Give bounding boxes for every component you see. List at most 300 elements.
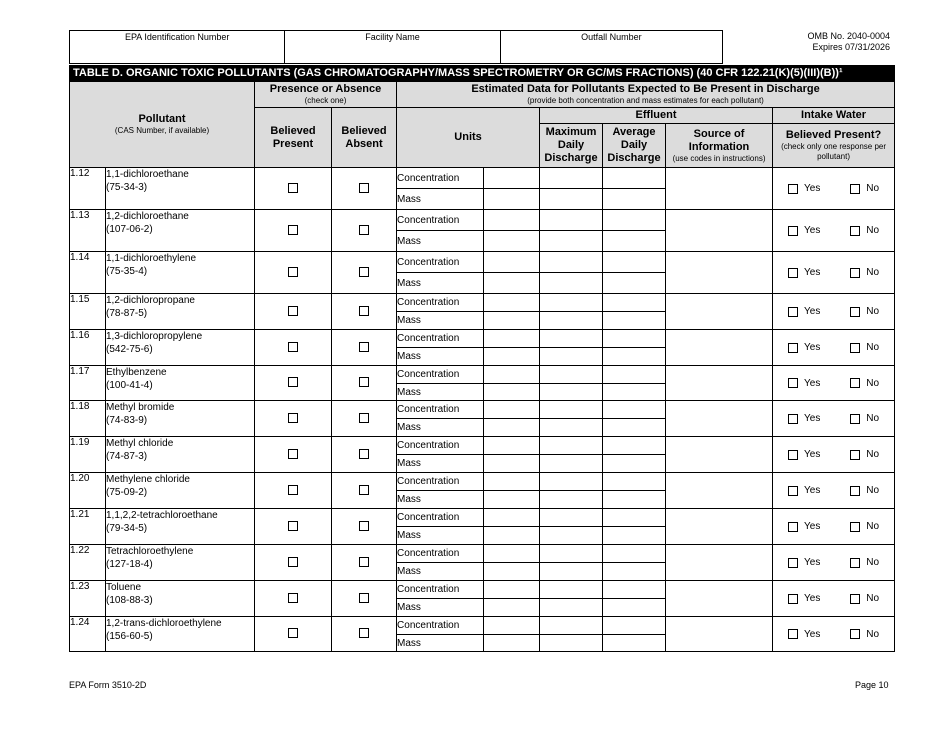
no-checkbox[interactable] (850, 450, 860, 460)
no-option[interactable] (850, 629, 879, 640)
believed-absent-cell (332, 366, 397, 401)
avg-daily-concentration-input[interactable] (603, 330, 666, 348)
no-checkbox[interactable] (850, 594, 860, 604)
pollutant-name-text: Ethylbenzene (106, 367, 167, 378)
yes-label: Yes (804, 183, 821, 194)
yes-option[interactable] (788, 593, 820, 604)
believed-absent-checkbox[interactable] (359, 306, 369, 316)
source-input[interactable] (666, 617, 773, 652)
pollutant-name (106, 545, 255, 581)
no-checkbox[interactable] (850, 558, 860, 568)
max-daily-mass-input[interactable] (540, 563, 603, 581)
yes-checkbox[interactable] (788, 226, 798, 236)
no-label: No (866, 521, 880, 532)
table-title: TABLE D. ORGANIC TOXIC POLLUTANTS (GAS CHROMATOGRAPHY/MASS SPECTROMETRY OR GC/MS FRACTIONS) (40 CFR 122.21(K)(5)(III)(B))¹ (69, 65, 895, 81)
max-daily-mass-input[interactable] (540, 231, 603, 252)
max-daily-concentration-input[interactable] (540, 473, 603, 491)
pollutant-cas: (127-18-4) (106, 559, 153, 570)
max-daily-concentration-input[interactable] (540, 401, 603, 419)
source-input[interactable] (666, 545, 773, 581)
no-checkbox[interactable] (850, 486, 860, 496)
intake-cell (773, 330, 895, 366)
max-daily-concentration-input[interactable] (540, 437, 603, 455)
expiration-date: Expires 07/31/2026 (812, 42, 890, 52)
pollutant-name-text: Methyl chloride (106, 438, 174, 449)
source-input[interactable] (666, 437, 773, 473)
believed-present-checkbox[interactable] (288, 377, 298, 387)
source-input[interactable] (666, 252, 773, 294)
concentration-units-input[interactable] (484, 330, 540, 348)
yes-label: Yes (804, 377, 821, 389)
table-row (70, 168, 895, 189)
yes-checkbox[interactable] (788, 184, 798, 194)
epa-id-label: EPA Identification Number (124, 32, 230, 42)
concentration-units-input[interactable] (484, 437, 540, 455)
avg-daily-mass-input[interactable] (603, 599, 666, 617)
mass-label: Mass (397, 599, 484, 617)
no-checkbox[interactable] (850, 268, 860, 278)
avg-daily-concentration-input[interactable] (603, 617, 666, 635)
table-row (70, 509, 895, 527)
effluent-header: Effluent (540, 108, 773, 124)
yes-label: Yes (804, 557, 821, 568)
concentration-label: Concentration (397, 509, 484, 527)
no-label: No (866, 225, 880, 236)
believed-present-cell (255, 401, 332, 437)
concentration-label: Concentration (397, 210, 484, 231)
believed-absent-cell (332, 437, 397, 473)
avg-daily-mass-input[interactable] (603, 419, 666, 437)
avg-daily-concentration-input[interactable] (603, 581, 666, 599)
no-option[interactable] (850, 557, 879, 568)
yes-option[interactable] (788, 413, 820, 424)
row-number: 1.16 (70, 330, 106, 366)
mass-units-input[interactable] (484, 419, 540, 437)
no-option[interactable] (850, 521, 879, 532)
no-option[interactable] (850, 183, 879, 194)
avg-daily-concentration-input[interactable] (603, 366, 666, 384)
mass-label: Mass (397, 419, 484, 437)
max-daily-mass-input[interactable] (540, 491, 603, 509)
believed-absent-checkbox[interactable] (359, 225, 369, 235)
estimated-header-sub: (provide both concentration and mass estimates for each pollutant) (527, 96, 764, 105)
pollutant-cas: (108-88-3) (106, 595, 153, 606)
yes-label: Yes (804, 485, 821, 496)
max-daily-mass-input[interactable] (540, 348, 603, 366)
max-daily-mass-input[interactable] (540, 635, 603, 652)
yes-checkbox[interactable] (788, 450, 798, 460)
max-daily-mass-input[interactable] (540, 384, 603, 401)
believed-present-checkbox[interactable] (288, 557, 298, 567)
yes-option[interactable] (788, 521, 820, 532)
no-label: No (866, 267, 880, 278)
no-checkbox[interactable] (850, 378, 860, 388)
row-number: 1.24 (70, 617, 106, 652)
table-row (70, 366, 895, 384)
yes-checkbox[interactable] (788, 558, 798, 568)
presence-header (255, 82, 397, 108)
yes-checkbox[interactable] (788, 268, 798, 278)
intake-cell (773, 617, 895, 652)
no-checkbox[interactable] (850, 522, 860, 532)
table-row (70, 473, 895, 491)
avg-daily-concentration-input[interactable] (603, 545, 666, 563)
believed-present-cell (255, 473, 332, 509)
intake-cell (773, 168, 895, 210)
max-daily-concentration-input[interactable] (540, 581, 603, 599)
yes-checkbox[interactable] (788, 414, 798, 424)
no-label: No (866, 485, 880, 496)
concentration-units-input[interactable] (484, 401, 540, 419)
max-daily-concentration-input[interactable] (540, 509, 603, 527)
max-daily-concentration-input[interactable] (540, 294, 603, 312)
pollutant-name (106, 330, 255, 366)
mass-units-input[interactable] (484, 491, 540, 509)
pollutant-name-text: 1,2-dichloropropane (106, 295, 195, 306)
pollutant-name-text: 1,3-dichloropropylene (106, 331, 203, 342)
no-label: No (866, 183, 880, 194)
believed-present-checkbox[interactable] (288, 413, 298, 423)
yes-label: Yes (804, 413, 821, 424)
believed-absent-checkbox[interactable] (359, 449, 369, 459)
max-daily-mass-input[interactable] (540, 527, 603, 545)
believed-absent-checkbox[interactable] (359, 628, 369, 638)
avg-daily-concentration-input[interactable] (603, 437, 666, 455)
pollutant-name (106, 581, 255, 617)
yes-option[interactable] (788, 449, 820, 460)
no-label: No (866, 557, 880, 568)
concentration-units-input[interactable] (484, 581, 540, 599)
pollutant-name-text: 1,2-trans-dichloroethylene (106, 618, 222, 629)
yes-option[interactable] (788, 267, 820, 278)
believed-absent-checkbox[interactable] (359, 183, 369, 193)
concentration-units-input[interactable] (484, 509, 540, 527)
pollutant-name (106, 210, 255, 252)
yes-option[interactable] (788, 485, 820, 496)
mass-units-input[interactable] (484, 231, 540, 252)
table-row (70, 581, 895, 599)
source-input[interactable] (666, 509, 773, 545)
avg-daily-concentration-input[interactable] (603, 210, 666, 231)
mass-units-input[interactable] (484, 635, 540, 652)
believed-present-cell (255, 545, 332, 581)
believed-absent-checkbox[interactable] (359, 267, 369, 277)
concentration-label: Concentration (397, 437, 484, 455)
source-input[interactable] (666, 168, 773, 210)
believed-present-checkbox[interactable] (288, 593, 298, 603)
avg-daily-mass-input[interactable] (603, 455, 666, 473)
no-option[interactable] (850, 413, 879, 424)
pollutant-cas: (75-09-2) (106, 487, 148, 498)
concentration-label: Concentration (397, 617, 484, 635)
intake-cell (773, 252, 895, 294)
concentration-label: Concentration (397, 473, 484, 491)
mass-units-input[interactable] (484, 527, 540, 545)
believed-absent-cell (332, 545, 397, 581)
no-option[interactable] (850, 306, 879, 317)
no-option[interactable] (850, 378, 879, 389)
facility-name-field[interactable] (285, 31, 500, 63)
concentration-label: Concentration (397, 366, 484, 384)
max-daily-concentration-input[interactable] (540, 545, 603, 563)
believed-absent-checkbox[interactable] (359, 593, 369, 603)
believed-absent-checkbox[interactable] (359, 342, 369, 352)
mass-units-input[interactable] (484, 312, 540, 330)
epa-id-field[interactable] (70, 31, 285, 63)
pollutant-name-text: Tetrachloroethylene (106, 546, 194, 557)
avg-daily-mass-input[interactable] (603, 563, 666, 581)
mass-units-input[interactable] (484, 563, 540, 581)
believed-present-cell (255, 509, 332, 545)
believed-absent-checkbox[interactable] (359, 377, 369, 387)
max-daily-concentration-input[interactable] (540, 168, 603, 189)
yes-label: Yes (804, 628, 821, 640)
max-daily-concentration-input[interactable] (540, 366, 603, 384)
avg-daily-mass-input[interactable] (603, 491, 666, 509)
believed-present-checkbox[interactable] (288, 267, 298, 277)
pollutant-name (106, 617, 255, 652)
form-number: EPA Form 3510-2D (69, 680, 147, 690)
believed-present-checkbox[interactable] (288, 449, 298, 459)
intake-cell (773, 473, 895, 509)
pollutant-name-text: 1,1-dichloroethylene (106, 253, 197, 264)
believed-present-checkbox[interactable] (288, 628, 298, 638)
believed-absent-cell (332, 617, 397, 652)
no-label: No (866, 449, 880, 460)
row-number: 1.14 (70, 252, 106, 294)
believed-present-checkbox[interactable] (288, 521, 298, 531)
pollutant-rows (70, 168, 895, 652)
yes-checkbox[interactable] (788, 343, 798, 353)
avg-daily-mass-input[interactable] (603, 635, 666, 652)
pollutant-cas: (74-83-9) (106, 415, 148, 426)
table-row (70, 617, 895, 635)
yes-checkbox[interactable] (788, 486, 798, 496)
omb-info (807, 31, 890, 53)
believed-absent-cell (332, 168, 397, 210)
no-option[interactable] (850, 342, 879, 353)
page-number: Page 10 (855, 680, 889, 690)
concentration-label: Concentration (397, 168, 484, 189)
source-input[interactable] (666, 401, 773, 437)
table-row (70, 252, 895, 273)
outfall-number-label: Outfall Number (581, 32, 642, 42)
pollutant-cas: (100-41-4) (106, 380, 153, 391)
believed-present-cell (255, 210, 332, 252)
mass-label: Mass (397, 527, 484, 545)
mass-units-input[interactable] (484, 348, 540, 366)
max-daily-concentration-input[interactable] (540, 330, 603, 348)
pollutant-name-text: 1,1,2,2-tetrachloroethane (106, 510, 218, 521)
intake-header: Intake Water (773, 108, 895, 124)
source-input[interactable] (666, 330, 773, 366)
concentration-units-input[interactable] (484, 168, 540, 189)
source-input[interactable] (666, 210, 773, 252)
no-checkbox[interactable] (850, 414, 860, 424)
no-option[interactable] (850, 267, 879, 278)
believed-absent-checkbox[interactable] (359, 557, 369, 567)
yes-label: Yes (804, 593, 821, 604)
concentration-label: Concentration (397, 252, 484, 273)
mass-units-input[interactable] (484, 455, 540, 473)
no-checkbox[interactable] (850, 343, 860, 353)
intake-cell (773, 294, 895, 330)
max-daily-mass-input[interactable] (540, 312, 603, 330)
avg-daily-mass-input[interactable] (603, 273, 666, 294)
no-checkbox[interactable] (850, 184, 860, 194)
believed-question-label: Believed Present? (785, 129, 882, 141)
yes-label: Yes (804, 342, 821, 353)
max-daily-mass-input[interactable] (540, 599, 603, 617)
max-daily-mass-input[interactable] (540, 455, 603, 473)
avg-daily-mass-input[interactable] (603, 527, 666, 545)
believed-question-header (773, 124, 895, 168)
no-option[interactable] (850, 485, 879, 496)
source-input[interactable] (666, 473, 773, 509)
row-number: 1.23 (70, 581, 106, 617)
yes-checkbox[interactable] (788, 307, 798, 317)
source-input[interactable] (666, 294, 773, 330)
mass-units-input[interactable] (484, 273, 540, 294)
no-option[interactable] (850, 449, 879, 460)
concentration-units-input[interactable] (484, 294, 540, 312)
believed-absent-checkbox[interactable] (359, 521, 369, 531)
max-daily-mass-input[interactable] (540, 273, 603, 294)
believed-present-checkbox[interactable] (288, 306, 298, 316)
avg-daily-mass-input[interactable] (603, 348, 666, 366)
no-option[interactable] (850, 225, 879, 236)
believed-absent-checkbox[interactable] (359, 485, 369, 495)
believed-present-cell (255, 330, 332, 366)
pollutant-header (70, 82, 255, 168)
row-number: 1.19 (70, 437, 106, 473)
concentration-units-input[interactable] (484, 545, 540, 563)
avg-daily-mass-input[interactable] (603, 312, 666, 330)
believed-absent-cell (332, 473, 397, 509)
believed-absent-checkbox[interactable] (359, 413, 369, 423)
avg-daily-concentration-input[interactable] (603, 168, 666, 189)
avg-daily-concentration-input[interactable] (603, 509, 666, 527)
mass-units-input[interactable] (484, 384, 540, 401)
max-daily-mass-input[interactable] (540, 189, 603, 210)
avg-daily-concentration-input[interactable] (603, 401, 666, 419)
avg-daily-concentration-input[interactable] (603, 473, 666, 491)
pollutant-name (106, 509, 255, 545)
concentration-units-input[interactable] (484, 617, 540, 635)
table-row (70, 437, 895, 455)
no-option[interactable] (850, 593, 879, 604)
source-input[interactable] (666, 581, 773, 617)
concentration-label: Concentration (397, 545, 484, 563)
yes-checkbox[interactable] (788, 629, 798, 639)
believed-present-cell (255, 168, 332, 210)
believed-present-checkbox[interactable] (288, 183, 298, 193)
table-row (70, 330, 895, 348)
no-label: No (866, 413, 880, 424)
believed-absent-cell (332, 401, 397, 437)
yes-checkbox[interactable] (788, 594, 798, 604)
max-daily-mass-input[interactable] (540, 419, 603, 437)
believed-absent-cell (332, 252, 397, 294)
pollutant-cas: (75-35-4) (106, 266, 148, 277)
pollutant-cas: (78-87-5) (106, 308, 148, 319)
pollutant-cas: (156-60-5) (106, 631, 153, 642)
yes-label: Yes (804, 267, 821, 278)
pollutant-name-text: 1,2-dichloroethane (106, 211, 189, 222)
source-input[interactable] (666, 366, 773, 401)
mass-units-input[interactable] (484, 189, 540, 210)
no-checkbox[interactable] (850, 307, 860, 317)
yes-checkbox[interactable] (788, 522, 798, 532)
pollutant-name (106, 473, 255, 509)
max-daily-concentration-input[interactable] (540, 252, 603, 273)
pollutant-name (106, 252, 255, 294)
row-number: 1.12 (70, 168, 106, 210)
believed-present-checkbox[interactable] (288, 225, 298, 235)
yes-label: Yes (804, 306, 821, 317)
yes-option[interactable] (788, 629, 820, 640)
row-number: 1.20 (70, 473, 106, 509)
pollutant-name-text: Toluene (106, 582, 142, 593)
presence-header-sub: (check one) (304, 96, 347, 105)
source-header-sub: (use codes in instructions) (672, 153, 766, 163)
avg-daily-mass-input[interactable] (603, 189, 666, 210)
believed-present-checkbox[interactable] (288, 485, 298, 495)
yes-option[interactable] (788, 342, 820, 353)
yes-option[interactable] (788, 225, 820, 236)
no-checkbox[interactable] (850, 629, 860, 639)
no-label: No (866, 342, 880, 353)
concentration-units-input[interactable] (484, 473, 540, 491)
pollutant-cas: (107-06-2) (106, 224, 153, 235)
pollutant-name (106, 168, 255, 210)
yes-option[interactable] (788, 378, 820, 389)
believed-absent-cell (332, 210, 397, 252)
believed-present-cell (255, 294, 332, 330)
believed-present-cell (255, 437, 332, 473)
table-row (70, 294, 895, 312)
row-number: 1.18 (70, 401, 106, 437)
avg-daily-mass-input[interactable] (603, 384, 666, 401)
row-number: 1.21 (70, 509, 106, 545)
concentration-units-input[interactable] (484, 252, 540, 273)
mass-units-input[interactable] (484, 599, 540, 617)
yes-option[interactable] (788, 557, 820, 568)
mass-label: Mass (397, 189, 484, 210)
intake-cell (773, 509, 895, 545)
intake-cell (773, 581, 895, 617)
mass-label: Mass (397, 231, 484, 252)
avg-daily-mass-input[interactable] (603, 231, 666, 252)
concentration-units-input[interactable] (484, 210, 540, 231)
header-fields (69, 30, 723, 64)
yes-checkbox[interactable] (788, 378, 798, 388)
yes-option[interactable] (788, 306, 820, 317)
no-checkbox[interactable] (850, 226, 860, 236)
avg-daily-concentration-input[interactable] (603, 252, 666, 273)
facility-name-label: Facility Name (365, 32, 420, 42)
avg-daily-concentration-input[interactable] (603, 294, 666, 312)
max-daily-concentration-input[interactable] (540, 210, 603, 231)
max-daily-concentration-input[interactable] (540, 617, 603, 635)
mass-label: Mass (397, 563, 484, 581)
outfall-number-field[interactable] (501, 31, 722, 63)
concentration-units-input[interactable] (484, 366, 540, 384)
believed-absent-cell (332, 294, 397, 330)
no-label: No (866, 377, 880, 389)
believed-present-checkbox[interactable] (288, 342, 298, 352)
yes-option[interactable] (788, 183, 820, 194)
